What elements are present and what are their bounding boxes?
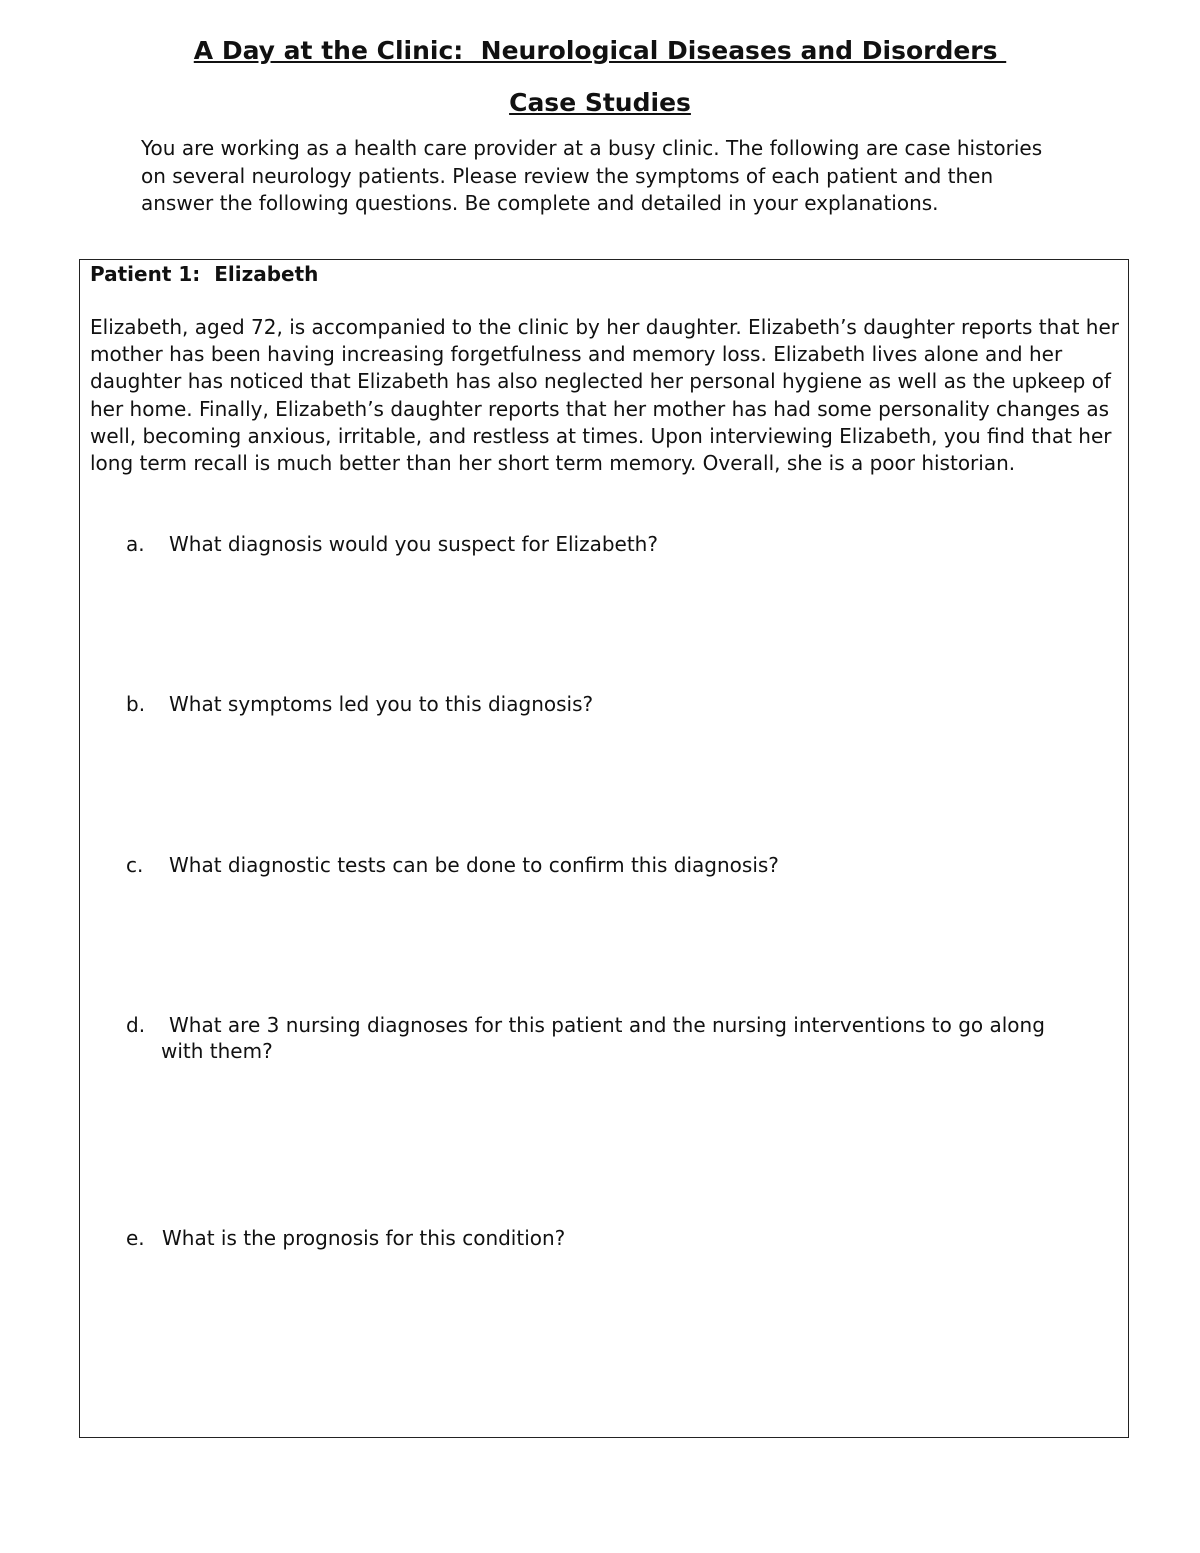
question-b [126, 691, 1116, 717]
question-marker: e. [126, 1226, 145, 1250]
question-text: What diagnosis would you suspect for Elizabeth? [169, 532, 658, 556]
case-description: Elizabeth, aged 72, is accompanied to the clinic by her daughter. Elizabeth’s daughter reports that her mother has been having increasing forgetfulness and memory loss. Elizabeth lives alone and her daughter has noticed that Elizabeth has also neglected her personal hygiene as well as the upkeep of her home. Finally, Elizabeth’s daughter reports that her mother has had some personality changes as well, becoming anxious, irritable, and restless at times. Upon interviewing Elizabeth, you find that her long term recall is much better than her short term memory. Overall, she is a poor historian. [90, 315, 1119, 476]
question-marker: c. [126, 853, 144, 877]
question-marker: a. [126, 532, 145, 556]
question-a [126, 531, 1116, 557]
question-text: What diagnostic tests can be done to confirm this diagnosis? [169, 853, 779, 877]
question-text: What symptoms led you to this diagnosis? [169, 692, 594, 716]
question-text-continued: with them? [161, 1039, 273, 1063]
question-c [126, 852, 1116, 878]
question-e [126, 1225, 1116, 1251]
question-text: What is the prognosis for this condition? [162, 1226, 566, 1250]
question-marker: d. [126, 1013, 146, 1037]
question-d [126, 1012, 1116, 1064]
case-study-box [79, 259, 1129, 1438]
document-subtitle: Case Studies [509, 88, 691, 117]
intro-paragraph: You are working as a health care provider at a busy clinic. The following are case histories on several neurology patients. Please review the symptoms of each patient and then answer the following questions. Be complete and detailed in your explanations. [141, 136, 1043, 215]
document-title: A Day at the Clinic: Neurological Diseases and Disorders [193, 36, 1007, 65]
question-marker: b. [126, 692, 146, 716]
question-text: What are 3 nursing diagnoses for this patient and the nursing interventions to go along [169, 1013, 1045, 1037]
patient-heading: Patient 1: Elizabeth [90, 262, 319, 286]
